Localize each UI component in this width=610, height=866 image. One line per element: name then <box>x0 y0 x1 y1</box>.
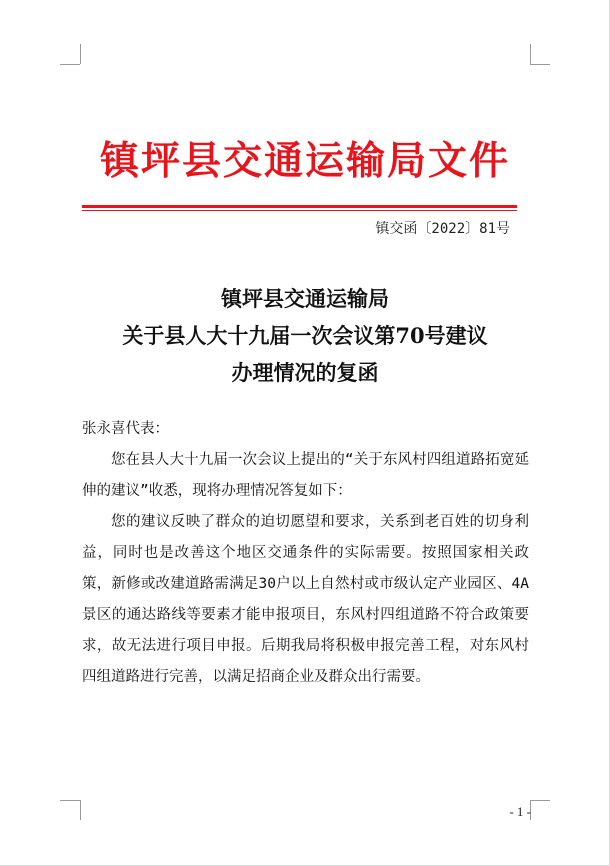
title-line-3: 办理情况的复函 <box>231 360 379 385</box>
body-paragraph-2: 您的建议反映了群众的迫切愿望和要求，关系到老百姓的切身利益，同时也是改善这个地区交通条件的实际需要。按照国家相关政策，新修或改建道路需满足30户以上自然村或市级认定产业园区、4A景区的通达路线等要素才能申报项目，东风村四组道路不符合政策要求，故无法进行项目申报。后期我局将积极申报完善工程，对东风村四组道路进行完善，以满足招商企业及群众出行需要。 <box>82 514 529 685</box>
crop-mark-bottom-left-h <box>60 800 80 801</box>
agency-document-header: 镇坪县交通运输局文件 <box>99 138 510 184</box>
page-number: - 1 - <box>509 804 531 819</box>
crop-mark-top-left-v <box>80 44 81 64</box>
document-number: 镇交函〔2022〕81号 <box>375 221 510 237</box>
header-red-rule-thick <box>82 205 517 208</box>
crop-mark-top-left-h <box>60 64 80 65</box>
document-body <box>82 414 529 693</box>
title-line-2: 关于县人大十九届一次会议第70号建议 <box>122 323 488 348</box>
crop-mark-bottom-right-h <box>530 800 550 801</box>
title-line-1: 镇坪县交通运输局 <box>221 286 389 311</box>
document-title <box>0 280 610 391</box>
crop-mark-top-right-v <box>530 44 531 64</box>
crop-mark-bottom-left-v <box>80 800 81 820</box>
header-red-rule-thin <box>82 210 517 211</box>
body-paragraph-1: 您在县人大十九届一次会议上提出的“关于东风村四组道路拓宽延伸的建议”收悉，现将办理情况答复如下： <box>82 452 529 499</box>
salutation: 张永喜代表： <box>82 421 169 437</box>
crop-mark-top-right-h <box>530 64 550 65</box>
